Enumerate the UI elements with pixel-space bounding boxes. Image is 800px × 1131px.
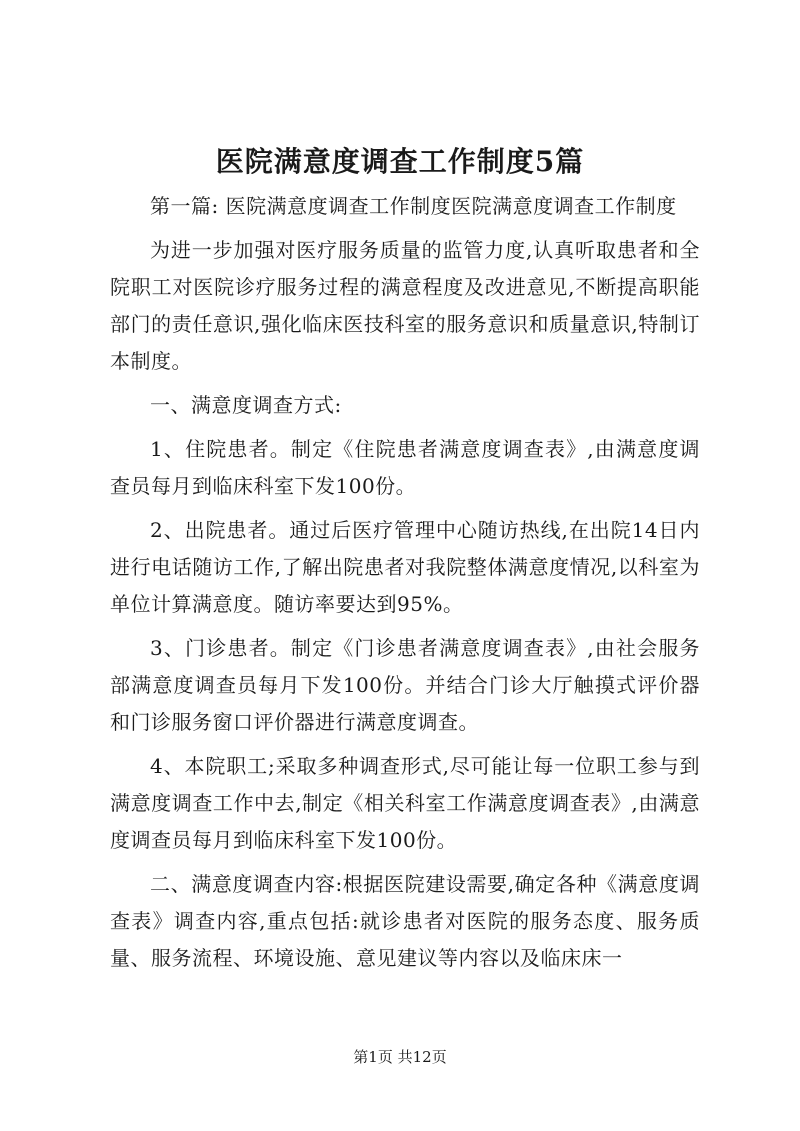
paragraph-discharged-patients: 2、出院患者。通过后医疗管理中心随访热线,在出院14日内进行电话随访工作,了解出院患者对我院整体满意度情况,以科室为单位计算满意度。随访率要达到95%。 [110,518,700,616]
paragraph-survey-content: 二、满意度调查内容:根据医院建设需要,确定各种《满意度调查表》调查内容,重点包括:就诊患者对医院的服务态度、服务质量、服务流程、环境设施、意见建议等内容以及临床床一 [110,872,700,970]
paragraph-outpatients: 3、门诊患者。制定《门诊患者满意度调查表》,由社会服务部满意度调查员每月下发100份。并结合门诊大厅触摸式评价器和门诊服务窗口评价器进行满意度调查。 [110,636,700,734]
paragraph-inpatients: 1、住院患者。制定《住院患者满意度调查表》,由满意度调查员每月到临床科室下发100份。 [110,437,700,498]
section-heading-methods: 一、满意度调查方式: [150,393,342,417]
document-title: 医院满意度调查工作制度5篇 [215,145,585,178]
document-body [110,188,700,984]
paragraph-intro-heading: 第一篇: 医院满意度调查工作制度医院满意度调查工作制度 [150,194,677,218]
paragraph-purpose: 为进一步加强对医疗服务质量的监管力度,认真听取患者和全院职工对医院诊疗服务过程的满意程度及改进意见,不断提高职能部门的责任意识,强化临床医技科室的服务意识和质量意识,特制订本制度。 [110,238,700,373]
paragraph-staff: 4、本院职工;采取多种调查形式,尽可能让每一位职工参与到满意度调查工作中去,制定《相关科室工作满意度调查表》,由满意度调查员每月到临床科室下发100份。 [110,754,700,852]
page-footer: 第1页 共12页 [353,1048,447,1066]
